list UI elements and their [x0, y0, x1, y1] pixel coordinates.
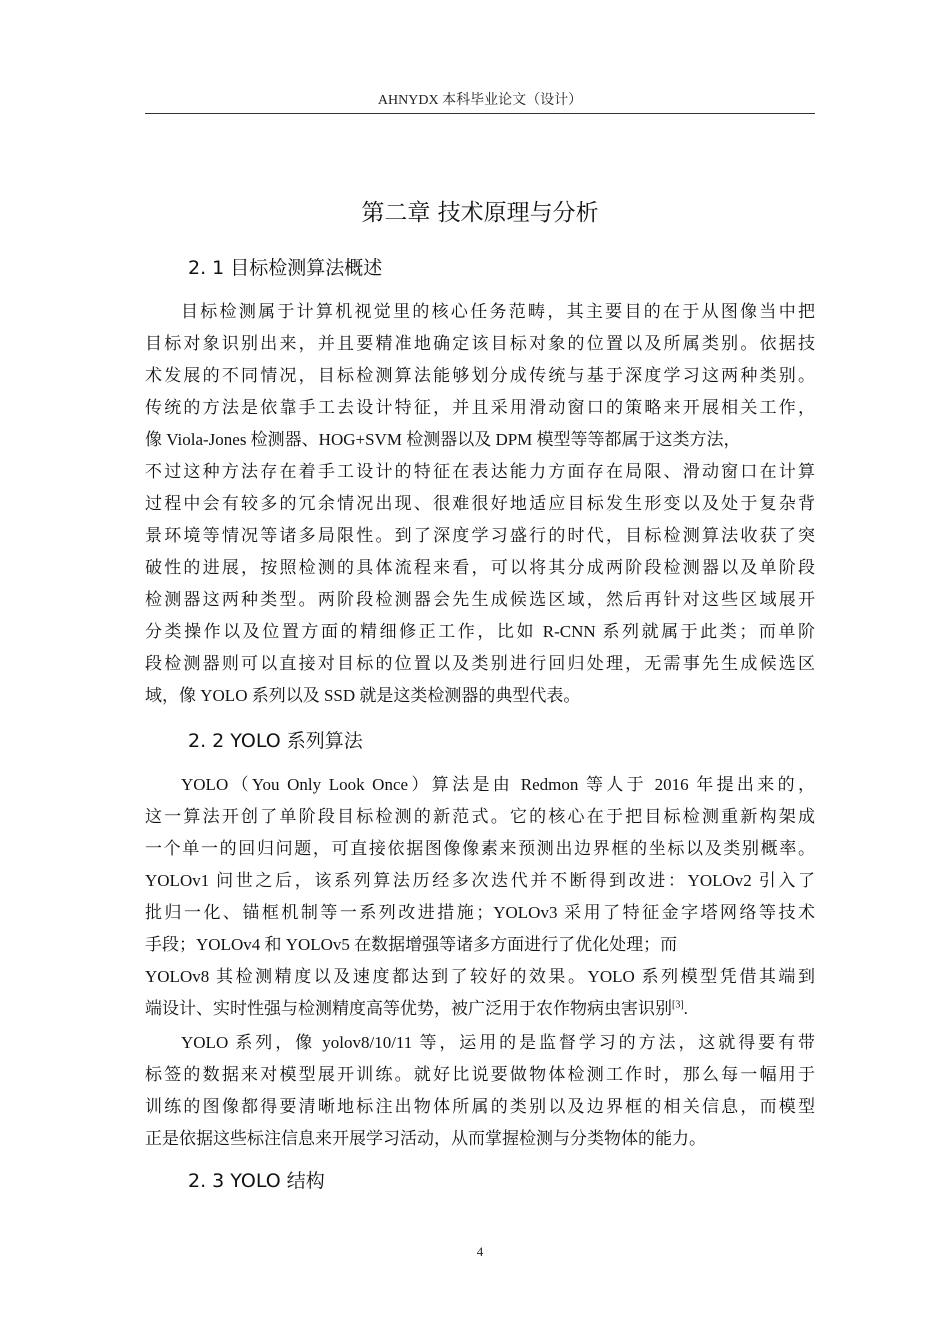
- text-span: .: [683, 999, 688, 1018]
- citation-reference[interactable]: [3]: [672, 999, 684, 1011]
- text-line: YOLOv8 其检测精度以及速度都达到了较好的效果。YOLO 系列模型凭借其端到: [145, 967, 815, 986]
- text-line: 正是依据这些标注信息来开展学习活动，从而掌握检测与分类物体的能力。: [145, 1129, 706, 1148]
- section-heading-2-1: 2. 1 目标检测算法概述: [188, 257, 383, 279]
- text-line: YOLOv1 问世之后，该系列算法历经多次迭代并不断得到改进：YOLOv2 引入了: [145, 871, 815, 890]
- chapter-title: 第二章 技术原理与分析: [361, 200, 599, 226]
- text-line: YOLO（You Only Look Once）算法是由 Redmon 等人于 2016 年提出来的，: [181, 775, 815, 794]
- text-line: 一个单一的回归问题，可直接依据图像像素来预测出边界框的坐标以及类别概率。: [145, 839, 815, 858]
- text-line: 目标对象识别出来，并且要精准地确定该目标对象的位置以及所属类别。依据技: [145, 334, 815, 353]
- text-line: 不过这种方法存在着手工设计的特征在表达能力方面存在局限、滑动窗口在计算: [145, 462, 815, 481]
- text-line: 批归一化、锚框机制等一系列改进措施；YOLOv3 采用了特征金字塔网络等技术: [145, 903, 815, 922]
- section-heading-2-2: 2. 2 YOLO 系列算法: [188, 730, 363, 752]
- text-line: 检测器这两种类型。两阶段检测器会先生成候选区域，然后再针对这些区域展开: [145, 590, 815, 609]
- text-line: 景环境等情况等诸多局限性。到了深度学习盛行的时代，目标检测算法收获了突: [145, 526, 815, 545]
- text-line: 域，像 YOLO 系列以及 SSD 就是这类检测器的典型代表。: [145, 686, 581, 705]
- text-line: 术发展的不同情况，目标检测算法能够划分成传统与基于深度学习这两种类别。: [145, 366, 815, 385]
- text-span: 端设计、实时性强与检测精度高等优势，被广泛用于农作物病虫害识别: [145, 999, 672, 1018]
- text-line: 目标检测属于计算机视觉里的核心任务范畴，其主要目的在于从图像当中把: [181, 302, 815, 321]
- text-line: 像 Viola-Jones 检测器、HOG+SVM 检测器以及 DPM 模型等等都属于这类方法，: [145, 430, 741, 449]
- text-line: 训练的图像都得要清晰地标注出物体所属的类别以及边界框的相关信息，而模型: [145, 1097, 815, 1116]
- header-rule: [145, 113, 815, 114]
- text-line: YOLO 系列，像 yolov8/10/11 等，运用的是监督学习的方法，这就得要有带: [181, 1033, 815, 1052]
- page-number: 4: [476, 1244, 484, 1259]
- text-line: 分类操作以及位置方面的精细修正工作，比如 R-CNN 系列就属于此类；而单阶: [145, 622, 815, 641]
- text-line: 这一算法开创了单阶段目标检测的新范式。它的核心在于把目标检测重新构架成: [145, 807, 815, 826]
- text-line: 传统的方法是依靠手工去设计特征，并且采用滑动窗口的策略来开展相关工作，: [145, 398, 815, 417]
- running-header: AHNYDX 本科毕业论文（设计）: [377, 93, 583, 108]
- section-heading-2-3: 2. 3 YOLO 结构: [188, 1170, 325, 1192]
- text-line: 过程中会有较多的冗余情况出现、很难很好地适应目标发生形变以及处于复杂背: [145, 494, 815, 513]
- text-line: 破性的进展，按照检测的具体流程来看，可以将其分成两阶段检测器以及单阶段: [145, 558, 815, 577]
- text-line-with-citation: [145, 993, 815, 1025]
- text-line: 段检测器则可以直接对目标的位置以及类别进行回归处理，无需事先生成候选区: [145, 654, 815, 673]
- text-line: 标签的数据来对模型展开训练。就好比说要做物体检测工作时，那么每一幅用于: [145, 1065, 815, 1084]
- text-line: 手段；YOLOv4 和 YOLOv5 在数据增强等诸多方面进行了优化处理；而: [145, 935, 678, 954]
